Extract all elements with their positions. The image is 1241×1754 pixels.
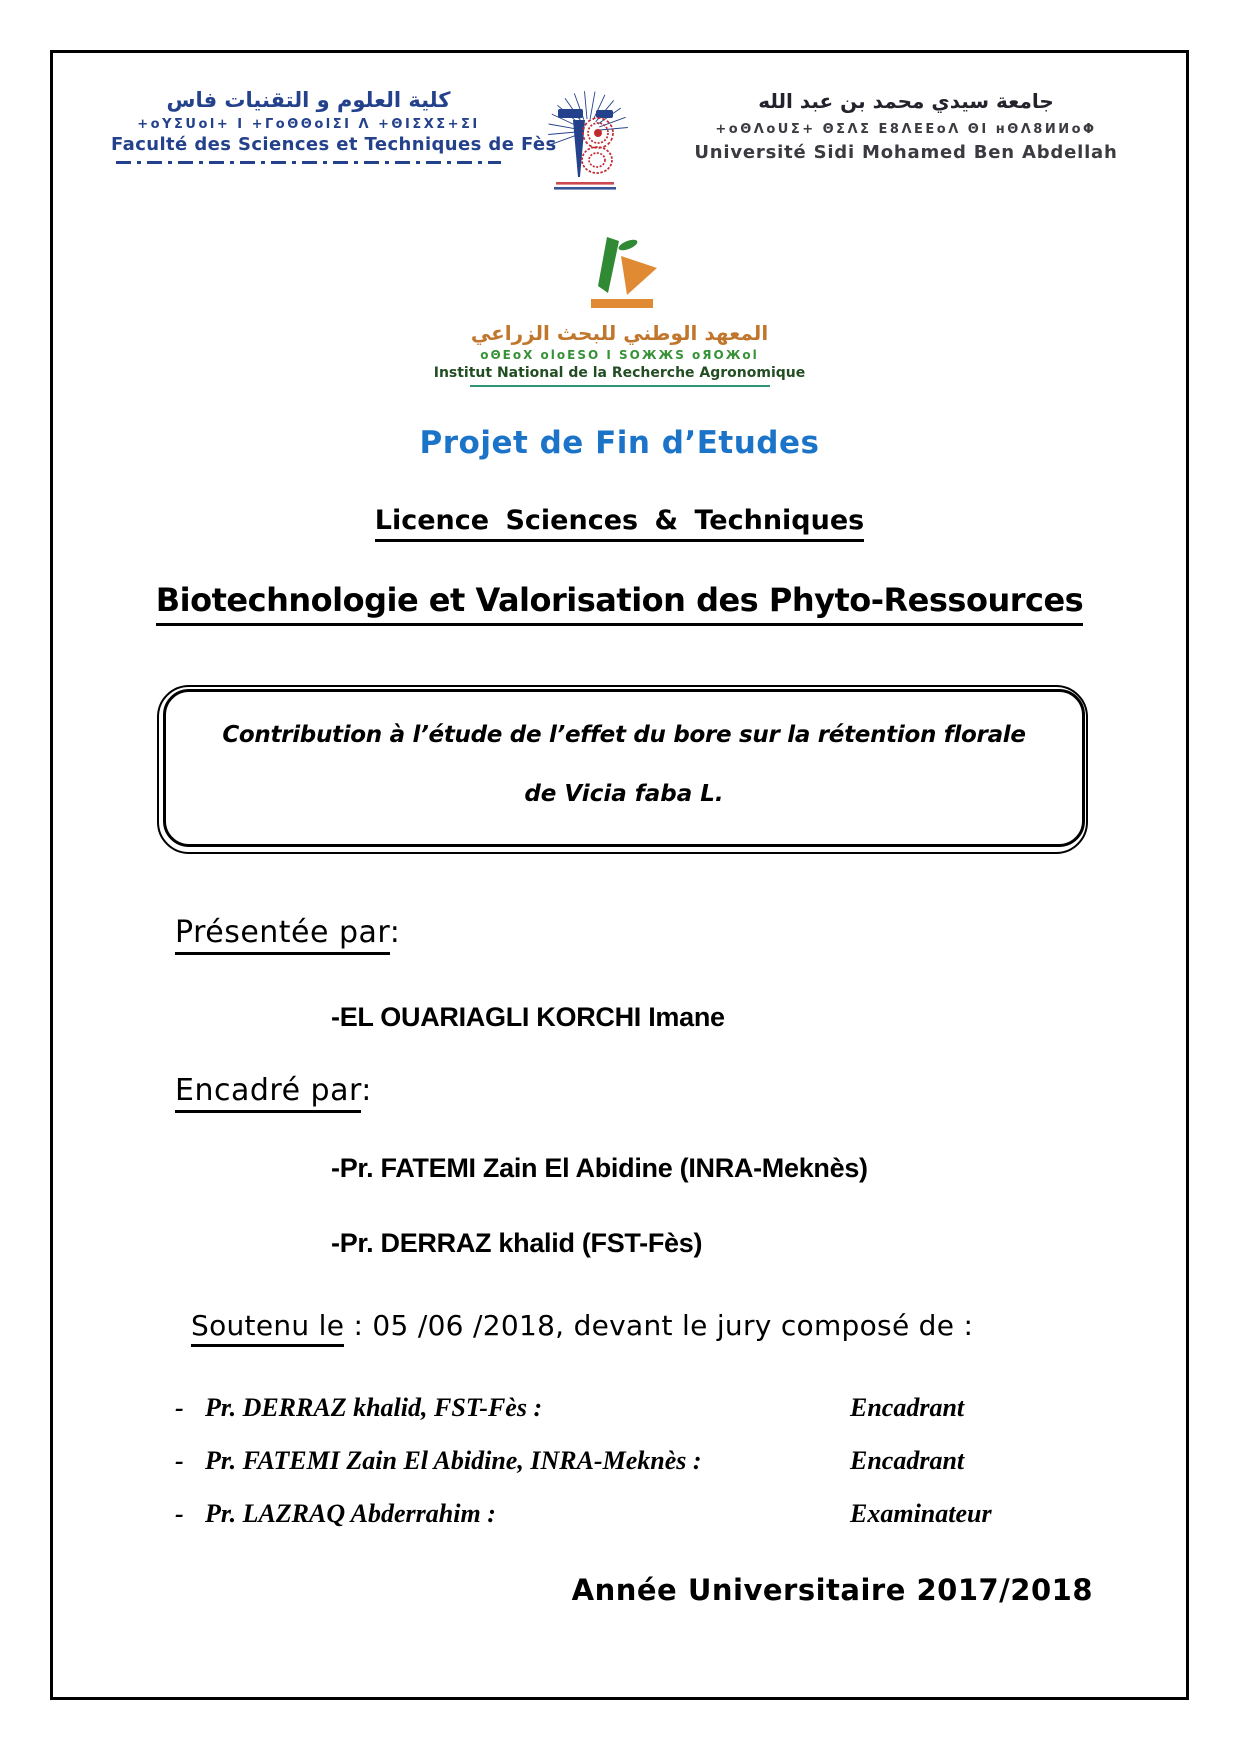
usmba-logo-block <box>666 89 1146 163</box>
student-name: -EL OUARIAGLI KORCHI Imane <box>331 1002 725 1032</box>
inra-tifinagh-name: oΘΕoX oloΕSO I SOЖЖS oЯOЖol <box>480 348 759 362</box>
inra-divider <box>470 385 770 387</box>
fst-logo-block <box>111 87 557 164</box>
fst-tifinagh-name: +oYΣUol+ I +ΓoΘΘolΣI Λ +ΘIΣXΣ+ΣI <box>137 117 480 133</box>
usmba-french-name: Université Sidi Mohamed Ben Abdellah <box>694 142 1118 163</box>
supervisor-1: -Pr. FATEMI Zain El Abidine (INRA-Meknès) <box>331 1153 868 1183</box>
degree-title-text: Licence Sciences & Techniques <box>375 505 864 542</box>
degree-title <box>53 505 1186 536</box>
jury-member-role: Encadrant <box>850 1446 965 1475</box>
inra-arabic-name: المعهد الوطني للبحث الزراعي <box>470 321 769 345</box>
jury-row <box>175 1499 1091 1529</box>
defense-date-line: Soutenu le : 05 /06 /2018, devant le jury composé de : <box>191 1309 973 1342</box>
jury-row <box>175 1393 1091 1423</box>
fst-french-name: Faculté des Sciences et Techniques de Fès <box>111 134 557 156</box>
thesis-title-line2: de Vicia faba L. <box>524 781 724 807</box>
jury-member-name: Pr. LAZRAQ Abderrahim : <box>205 1499 496 1528</box>
thesis-title-box <box>163 689 1085 847</box>
inra-logo-block <box>53 235 1186 387</box>
inra-logo-icon <box>53 235 1186 319</box>
fst-dash-divider <box>116 161 501 164</box>
thesis-title-line1: Contribution à l’étude de l’effet du bore sur la rétention florale <box>222 722 1026 748</box>
jury-member-role: Examinateur <box>850 1499 992 1528</box>
page-border-frame <box>50 50 1189 1700</box>
jury-member-role: Encadrant <box>850 1393 965 1422</box>
jury-list <box>175 1393 1091 1552</box>
supervisor-2: -Pr. DERRAZ khalid (FST-Fès) <box>331 1228 703 1258</box>
supervised-by-label: Encadré par: <box>175 1073 372 1108</box>
usmba-tifinagh-name: +oΘΛoUΣ+ ΘΣΛΣ Ε8ΛΕΕoΛ ΘΙ ʜΘΛ8ИИoΦ <box>715 122 1097 137</box>
jury-dash: - <box>175 1446 184 1475</box>
institutions-header <box>111 73 1146 197</box>
usmba-arabic-name: جامعة سيدي محمد بن عبد الله <box>758 89 1054 113</box>
presented-by-label: Présentée par: <box>175 915 400 950</box>
project-title: Projet de Fin d’Etudes <box>419 425 820 461</box>
jury-dash: - <box>175 1499 184 1528</box>
university-seal-icon <box>540 73 632 197</box>
specialty-title-text: Biotechnologie et Valorisation des Phyto-Ressources <box>156 581 1083 626</box>
academic-year: Année Universitaire 2017/2018 <box>571 1573 1093 1607</box>
inra-french-name: Institut National de la Recherche Agronomique <box>433 365 806 381</box>
jury-row <box>175 1446 1091 1476</box>
fst-arabic-name: كلية العلوم و التقنيات فاس <box>166 88 451 112</box>
jury-member-name: Pr. FATEMI Zain El Abidine, INRA-Meknès : <box>205 1446 702 1475</box>
specialty-title <box>53 581 1186 619</box>
jury-dash: - <box>175 1393 184 1422</box>
jury-member-name: Pr. DERRAZ khalid, FST-Fès : <box>205 1393 543 1422</box>
